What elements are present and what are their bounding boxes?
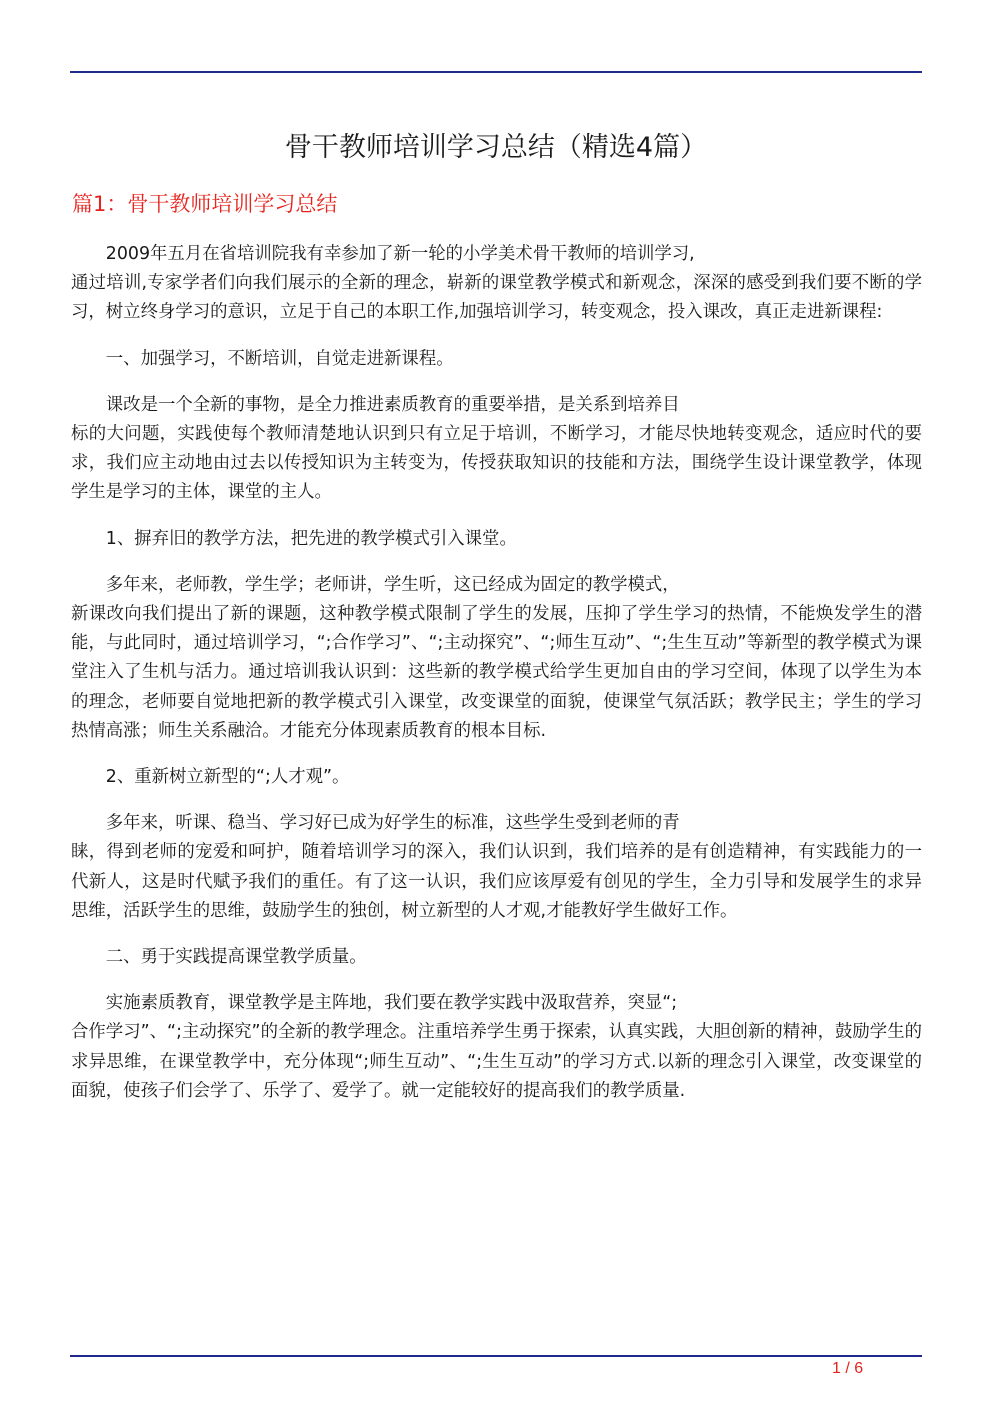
document-title: 骨干教师培训学习总结（精选4篇） [284,132,708,163]
paragraph: 多年来，听课、稳当、学习好已成为好学生的标准，这些学生受到老师的青 睐，得到老师的宠爱和呵护，随着培训学习的深入，我们认识到，我们培养的是有创造精神，有实践能力的一代新人，这是时代赋予我们的重任。有了这一认识，我们应该厚爱有创见的学生，全力引导和发展学生的求异思维，活跃学生的思维，鼓励学生的独创，树立新型的人才观,才能教好学生做好工作。 [71,813,922,921]
paragraph-intro: 2009年五月在省培训院我有幸参加了新一轮的小学美术骨干教师的培训学习, 通过培训,专家学者们向我们展示的全新的理念，崭新的课堂教学模式和新观念，深深的感受到我们要不断的学习，树立终身学习的意识，立足于自己的本职工作,加强培训学习，转变观念，投入课改，真正走进新课程: [71,244,922,323]
paragraph: 实施素质教育，课堂教学是主阵地，我们要在教学实践中汲取营养，突显“; 合作学习”、“;主动探究”的全新的教学理念。注重培养学生勇于探索，认真实践，大胆创新的精神，鼓励学生的求异思维，在课堂教学中，充分体现“;师生互动”、“;生生互动”的学习方式.以新的理念引入课堂，改变课堂的面貌，使孩子们会学了、乐学了、爱学了。就一定能较好的提高我们的教学质量. [71,993,922,1101]
footer-rule [70,1355,922,1357]
page-number: 1 / 6 [832,1360,864,1377]
paragraph-subheading-2: 2、重新树立新型的“;人才观”。 [71,767,350,788]
header-rule [70,71,922,73]
paragraph-heading-2: 二、勇于实践提高课堂教学质量。 [71,947,367,968]
paragraph-heading-1: 一、加强学习，不断培训，自觉走进新课程。 [71,348,454,369]
paragraph: 多年来，老师教，学生学；老师讲，学生听，这已经成为固定的教学模式， 新课改向我们提出了新的课题，这种教学模式限制了学生的发展，压抑了学生学习的热情，不能焕发学生的潜能，与此同时，通过培训学习，“;合作学习”、“;主动探究”、“;师生互动”、“;生生互动”等新型的教学模式为课堂注入了生机与活力。通过培训我认识到：这些新的教学模式给学生更加自由的学习空间，体现了以学生为本的理念，老师要自觉地把新的教学模式引入课堂，改变课堂的面貌，使课堂气氛活跃；教学民主；学生的学习热情高涨；师生关系融洽。才能充分体现素质教育的根本目标. [71,574,922,741]
paragraph-subheading-1: 1、摒弃旧的教学方法，把先进的教学模式引入课堂。 [71,528,517,549]
document-body [71,240,922,1123]
section-heading: 篇1：骨干教师培训学习总结 [72,192,338,216]
paragraph: 课改是一个全新的事物，是全力推进素质教育的重要举措，是关系到培养目 标的大问题，实践使每个教师清楚地认识到只有立足于培训，不断学习，才能尽快地转变观念，适应时代的要求，我们应主动地由过去以传授知识为主转变为，传授获取知识的技能和方法，围绕学生设计课堂教学，体现学生是学习的主体，课堂的主人。 [71,394,922,503]
